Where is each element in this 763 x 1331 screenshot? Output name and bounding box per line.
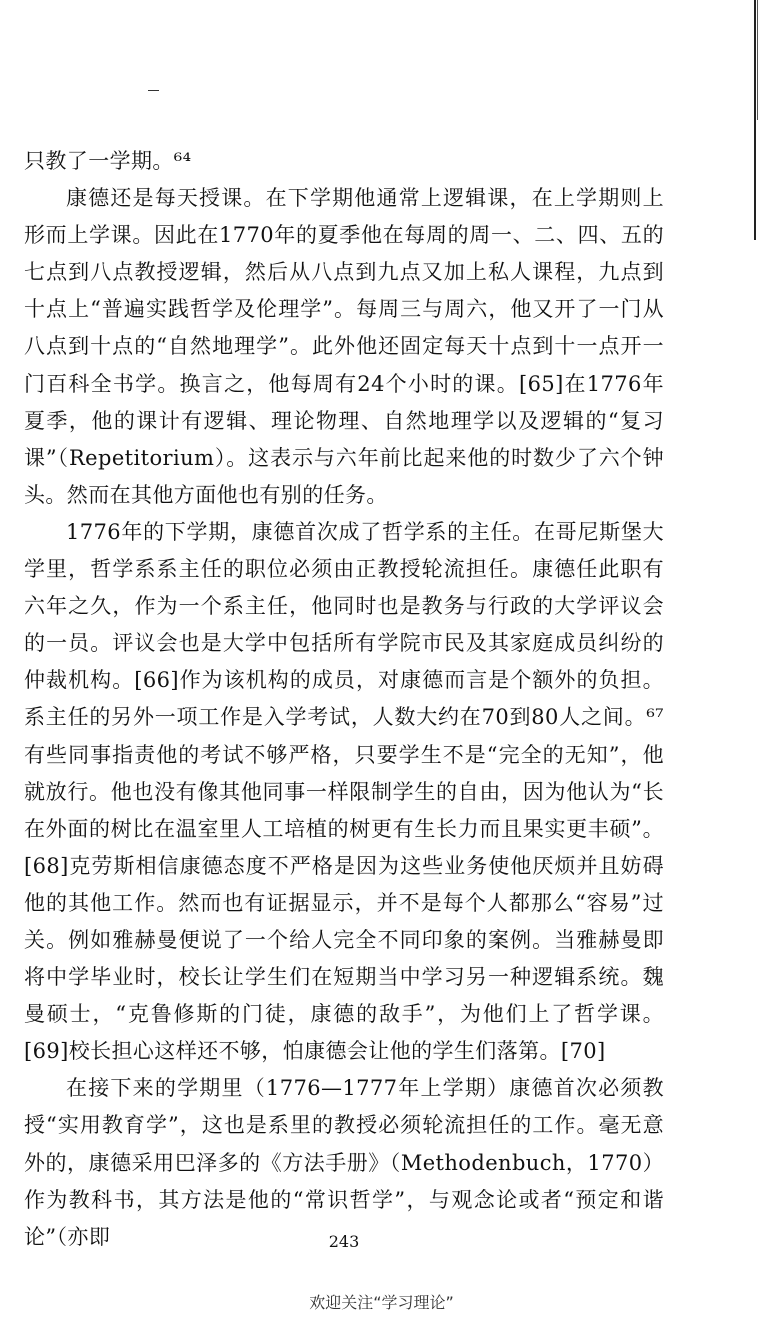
page-number: 243 <box>328 1232 360 1251</box>
edge-line-secondary <box>757 0 758 120</box>
page-edge-scan-artifact <box>749 0 763 1331</box>
body-text <box>24 143 664 1256</box>
paragraph-2: 康德还是每天授课。在下学期他通常上逻辑课，在上学期则上形而上学课。因此在1770年的夏季他在每周的周一、二、四、五的七点到八点教授逻辑，然后从八点到九点又加上私人课程，九点到十点上“普遍实践哲学及伦理学”。每周三与周六，他又开了一门从八点到十点的“自然地理学”。此外他还固定每天十点到十一点开一门百科全书学。换言之，他每周有24个小时的课。[65]在1776年夏季，他的课计有逻辑、理论物理、自然地理学以及逻辑的“复习课”（Repetitorium）。这表示与六年前比起来他的时数少了六个钟头。然而在其他方面他也有别的任务。 <box>24 186 664 507</box>
paragraph-3: 1776年的下学期，康德首次成了哲学系的主任。在哥尼斯堡大学里，哲学系系主任的职位必须由正教授轮流担任。康德任此职有六年之久，作为一个系主任，他同时也是教务与行政的大学评议会的一员。评议会也是大学中包括所有学院市民及其家庭成员纠纷的仲裁机构。[66]作为该机构的成员，对康德而言是个额外的负担。系主任的另外一项工作是入学考试，人数大约在70到80人之间。⁶⁷有些同事指责他的考试不够严格，只要学生不是“完全的无知”，他就放行。他也没有像其他同事一样限制学生的自由，因为他认为“长在外面的树比在温室里人工培植的树更有生长力而且果实更丰硕”。[68]克劳斯相信康德态度不严格是因为这些业务使他厌烦并且妨碍他的其他工作。然而也有证据显示，并不是每个人都那么“容易”过关。例如雅赫曼便说了一个给人完全不同印象的案例。当雅赫曼即将中学毕业时，校长让学生们在短期当中学习另一种逻辑系统。魏曼硕士，“克鲁修斯的门徒，康德的敌手”，为他们上了哲学课。[69]校长担心这样还不够，怕康德会让他的学生们落第。[70] <box>24 519 664 1064</box>
paragraph-1: 只教了一学期。⁶⁴ <box>24 149 192 173</box>
scan-mark <box>148 90 159 91</box>
footer-note: 欢迎关注“学习理论” <box>309 1293 454 1312</box>
paragraph-4: 在接下来的学期里（1776—1777年上学期）康德首次必须教授“实用教育学”，这也是系里的教授必须轮流担任的工作。毫无意外的，康德采用巴泽多的《方法手册》（Methodenbuch，1770）作为教科书，其方法是他的“常识哲学”，与观念论或者“预定和谐论”（亦即 <box>24 1076 664 1249</box>
edge-line <box>754 0 756 240</box>
